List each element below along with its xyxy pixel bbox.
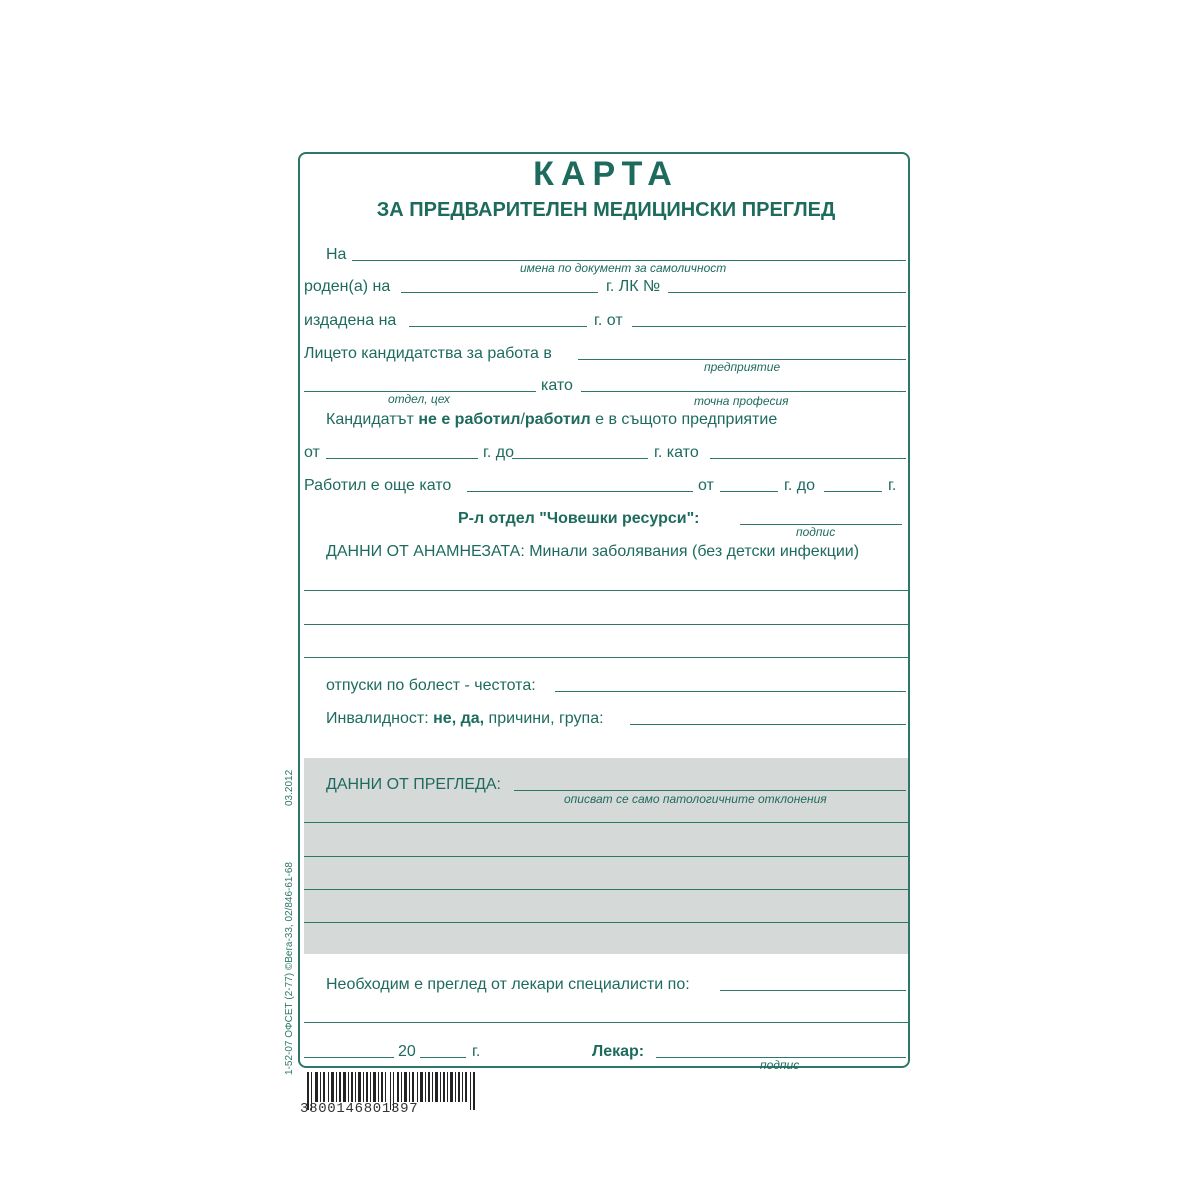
date-day-line[interactable] bbox=[304, 1057, 394, 1058]
position-line[interactable] bbox=[710, 458, 906, 459]
date-year-line[interactable] bbox=[420, 1057, 466, 1058]
date-suffix: г. bbox=[472, 1043, 481, 1060]
id-card-label: г. ЛК № bbox=[606, 278, 661, 295]
from-date-line[interactable] bbox=[326, 458, 478, 459]
year-end-label: г. bbox=[888, 477, 897, 494]
sick-leave-label: отпуски по болест - честота: bbox=[326, 677, 536, 694]
from-label-2: от bbox=[698, 477, 714, 494]
anamnesis-line-2[interactable] bbox=[304, 624, 908, 625]
candidate-suffix: е в същото предприятие bbox=[595, 411, 778, 428]
slash: / bbox=[520, 411, 525, 428]
to-label: На bbox=[326, 246, 347, 263]
profession-line[interactable] bbox=[581, 391, 906, 392]
issued-label: издадена на bbox=[304, 312, 397, 329]
exam-line-3[interactable] bbox=[304, 889, 908, 890]
specialists-label: Необходим е преглед от лекари специалисти по: bbox=[326, 976, 690, 993]
exam-line-0[interactable] bbox=[514, 790, 906, 791]
disability-prefix: Инвалидност: bbox=[326, 710, 429, 727]
issued-date-line[interactable] bbox=[409, 326, 587, 327]
born-label: роден(а) на bbox=[304, 278, 391, 295]
not-worked-option[interactable]: не е работил bbox=[418, 411, 521, 428]
exam-line-2[interactable] bbox=[304, 856, 908, 857]
doctor-label: Лекар: bbox=[592, 1043, 645, 1060]
applied-label: Лицето кандидатства за работа в bbox=[304, 345, 552, 362]
from-label: от bbox=[304, 444, 320, 461]
hr-head-label: Р-л отдел "Човешки ресурси": bbox=[458, 510, 700, 527]
disability-statement bbox=[326, 710, 604, 728]
worked-also-label: Работил е още като bbox=[304, 477, 452, 494]
sick-leave-line[interactable] bbox=[555, 691, 906, 692]
profession-hint: точна професия bbox=[694, 394, 789, 408]
specialists-line-1[interactable] bbox=[304, 1022, 908, 1023]
department-hint: отдел, цех bbox=[388, 392, 450, 406]
exam-line-4[interactable] bbox=[304, 922, 908, 923]
id-card-line[interactable] bbox=[668, 292, 906, 293]
medical-exam-card bbox=[298, 152, 910, 1072]
other-from-line[interactable] bbox=[720, 491, 778, 492]
year-to-label-2: г. до bbox=[784, 477, 816, 494]
barcode-digits: 3800146801397 bbox=[300, 1101, 419, 1117]
as-label: като bbox=[541, 377, 573, 394]
anamnesis-line-1[interactable] bbox=[304, 590, 908, 591]
print-code: 1-52-07 ОФСЕТ (2-77) ©Вега-33, 02/846-61-68 bbox=[284, 862, 295, 1075]
issued-from-label: г. от bbox=[594, 312, 623, 329]
birth-date-line[interactable] bbox=[401, 292, 598, 293]
date-prefix: 20 bbox=[398, 1043, 416, 1060]
card-title: КАРТА bbox=[533, 155, 679, 193]
other-position-line[interactable] bbox=[467, 491, 693, 492]
card-subtitle: ЗА ПРЕДВАРИТЕЛЕН МЕДИЦИНСКИ ПРЕГЛЕД bbox=[376, 199, 836, 221]
worked-option[interactable]: работил bbox=[524, 411, 591, 428]
exam-line-1[interactable] bbox=[304, 822, 908, 823]
doctor-signature-hint: подпис bbox=[760, 1058, 800, 1072]
anamnesis-line-3[interactable] bbox=[304, 657, 908, 658]
candidate-statement bbox=[326, 411, 777, 429]
name-hint: имена по документ за самоличност bbox=[520, 261, 727, 275]
hr-signature-hint: подпис bbox=[796, 525, 836, 539]
printer-imprint bbox=[282, 755, 298, 1075]
print-date: 03.2012 bbox=[284, 769, 295, 806]
year-as-label: г. като bbox=[654, 444, 699, 461]
other-to-line[interactable] bbox=[824, 491, 882, 492]
candidate-prefix: Кандидатът bbox=[326, 411, 414, 428]
issued-by-line[interactable] bbox=[632, 326, 906, 327]
specialists-line-0[interactable] bbox=[720, 990, 906, 991]
exam-label: ДАННИ ОТ ПРЕГЛЕДА: bbox=[326, 776, 501, 793]
disability-options[interactable]: не, да, bbox=[433, 710, 485, 727]
to-date-line[interactable] bbox=[512, 458, 648, 459]
company-hint: предприятие bbox=[704, 360, 781, 374]
disability-suffix: причини, група: bbox=[488, 710, 604, 727]
year-to-label: г. до bbox=[483, 444, 515, 461]
anamnesis-label: ДАННИ ОТ АНАМНЕЗАТА: Минали заболявания (без детски инфекции) bbox=[326, 543, 860, 560]
exam-hint: описват се само патологичните отклонения bbox=[564, 792, 827, 806]
disability-line[interactable] bbox=[630, 724, 906, 725]
